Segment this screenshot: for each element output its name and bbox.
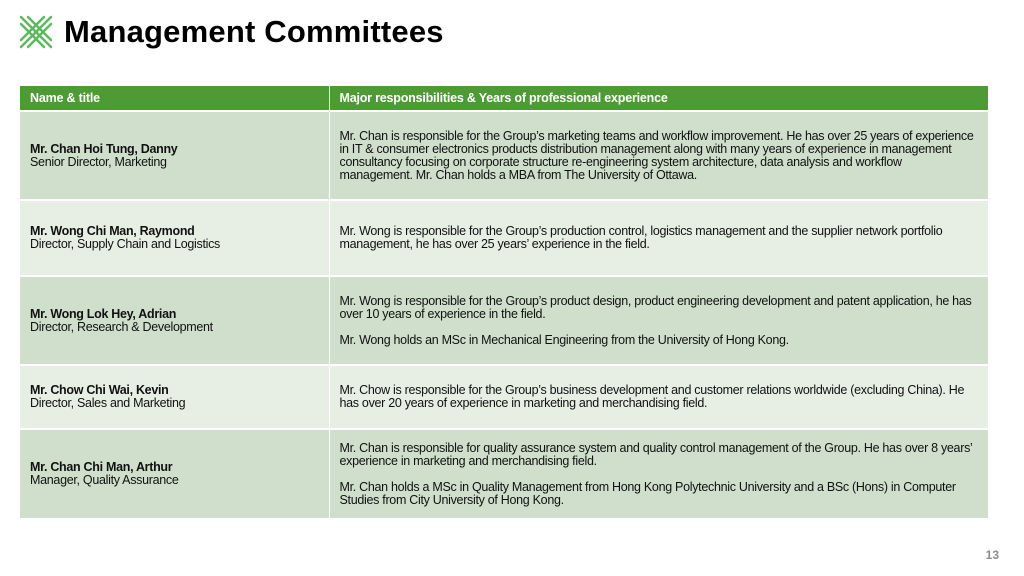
person-name: Mr. Wong Lok Hey, Adrian <box>30 306 177 321</box>
column-header-responsibilities: Major responsibilities & Years of professional experience <box>329 86 988 111</box>
responsibility-cell <box>329 365 988 429</box>
responsibility-cell <box>329 111 988 200</box>
page-title: Management Committees <box>64 14 444 49</box>
responsibility-text: Mr. Wong is responsible for the Group’s production control, logistics management and the supplier network portfolio management, he has over 25 years’ experience in the field. <box>339 224 943 251</box>
responsibility-text: Mr. Chan holds a MSc in Quality Management from Hong Kong Polytechnic University and a BSc (Hons) in Computer Studies from City University of Hong Kong. <box>339 479 956 507</box>
name-cell <box>20 276 329 365</box>
company-logo-icon <box>18 14 54 50</box>
responsibility-text: Mr. Wong is responsible for the Group’s product design, product engineering development and patent application, he has over 10 years of experience in the field. <box>339 293 972 321</box>
person-name: Mr. Chow Chi Wai, Kevin <box>30 383 169 397</box>
table-row <box>20 111 988 200</box>
person-role: Manager, Quality Assurance <box>30 473 179 487</box>
person-name: Mr. Chan Chi Man, Arthur <box>30 460 173 474</box>
management-table <box>20 86 988 518</box>
responsibility-cell <box>329 276 988 365</box>
table-row <box>20 429 988 518</box>
responsibility-cell <box>329 200 988 276</box>
table-row <box>20 200 988 276</box>
responsibility-text: Mr. Chow is responsible for the Group’s business development and customer relations worldwide (excluding China). He has over 20 years of experience in marketing and merchandising field. <box>339 383 965 410</box>
name-cell <box>20 200 329 276</box>
name-cell <box>20 365 329 429</box>
person-name: Mr. Wong Chi Man, Raymond <box>30 224 195 238</box>
name-cell <box>20 111 329 200</box>
responsibility-text: Mr. Chan is responsible for quality assurance system and quality control management of the Group. He has over 8 years’ experience in marketing and merchandising field. <box>339 440 973 468</box>
person-name: Mr. Chan Hoi Tung, Danny <box>30 141 178 156</box>
table-row <box>20 276 988 365</box>
person-role: Director, Research & Development <box>30 319 213 334</box>
column-header-name: Name & title <box>20 86 329 111</box>
person-role: Director, Supply Chain and Logistics <box>30 237 220 251</box>
responsibility-text: Mr. Wong holds an MSc in Mechanical Engineering from the University of Hong Kong. <box>339 332 789 347</box>
person-role: Senior Director, Marketing <box>30 154 167 169</box>
responsibility-text: Mr. Chan is responsible for the Group’s marketing teams and workflow improvement. He has over 25 years of experience in IT & consumer electronics products distribution management along with many years of experience in management consultancy focusing on corporate structure re-engineering system architecture, data analysis and workflow management. Mr. Chan holds a MBA from The University of Ottawa. <box>339 128 974 182</box>
responsibility-cell <box>329 429 988 518</box>
person-role: Director, Sales and Marketing <box>30 396 186 410</box>
name-cell <box>20 429 329 518</box>
slide-header <box>18 12 444 52</box>
page-number: 13 <box>985 548 999 562</box>
table-row <box>20 365 988 429</box>
table-header-row <box>20 86 988 111</box>
